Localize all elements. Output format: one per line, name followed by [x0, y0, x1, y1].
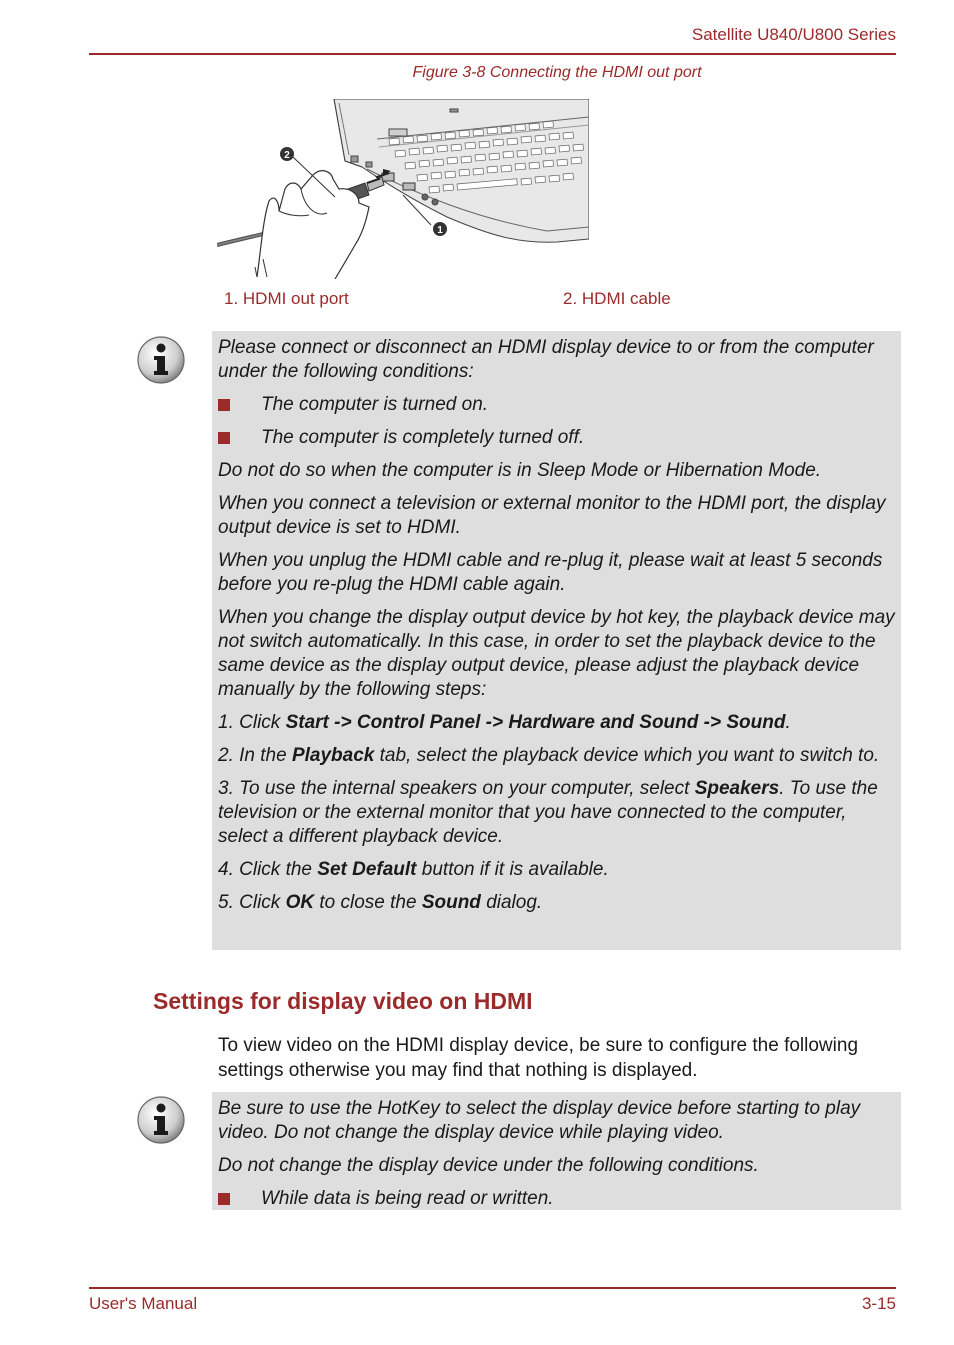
legend-hdmi-cable: 2. HDMI cable — [563, 289, 671, 308]
info-icon — [136, 335, 186, 385]
note-paragraph: When you change the display output device by hot key, the playback device may not switch automatically. In this case, in order to set the playback device to the same device as the display output device, please adjust the playback device manually by the following steps: — [218, 607, 895, 700]
info-icon — [136, 1095, 186, 1145]
step-5: 5. Click OK to close the Sound dialog. — [218, 892, 543, 913]
note-paragraph: Do not do so when the computer is in Sleep Mode or Hibernation Mode. — [218, 460, 822, 481]
note-paragraph: Do not change the display device under the following conditions. — [218, 1155, 759, 1176]
step-2: 2. In the Playback tab, select the playback device which you want to switch to. — [218, 745, 880, 766]
info-note-hotkey — [212, 1092, 901, 1210]
bullet-square-icon — [218, 399, 230, 411]
note-paragraph: When you connect a television or external monitor to the HDMI port, the display output device is set to HDMI. — [218, 493, 886, 538]
note-paragraph: Be sure to use the HotKey to select the display device before starting to play video. Do not change the display device while playing video. — [218, 1098, 861, 1143]
step-3: 3. To use the internal speakers on your computer, select Speakers. To use the television or the external monitor that you have connected to the computer, select a different playback device. — [218, 778, 878, 847]
callout-2: 2 — [284, 150, 290, 161]
step-1: 1. Click Start -> Control Panel -> Hardware and Sound -> Sound. — [218, 712, 791, 733]
section-heading: Settings for display video on HDMI — [153, 988, 533, 1014]
footer-rule — [89, 1287, 896, 1289]
running-header: Satellite U840/U800 Series — [691, 25, 896, 44]
callout-1: 1 — [437, 225, 443, 236]
footer-manual-title: User's Manual — [89, 1294, 198, 1313]
list-item: The computer is completely turned off. — [218, 426, 895, 450]
note-paragraph: When you unplug the HDMI cable and re-plug it, please wait at least 5 seconds before you re-plug the HDMI cable again. — [218, 550, 883, 595]
step-4: 4. Click the Set Default button if it is available. — [218, 859, 609, 880]
page-number: 3-15 — [861, 1294, 896, 1313]
header-rule — [89, 53, 896, 55]
bullet-square-icon — [218, 1193, 230, 1205]
note-paragraph: Please connect or disconnect an HDMI display device to or from the computer under the following conditions: — [218, 337, 874, 382]
info-note-hdmi-connection — [212, 331, 901, 950]
figure-caption: Figure 3-8 Connecting the HDMI out port — [412, 64, 702, 81]
list-item: The computer is turned on. — [218, 393, 895, 417]
section-body-text: To view video on the HDMI display device, be sure to configure the following settings otherwise you may find that nothing is displayed. — [218, 1035, 859, 1081]
hdmi-connection-illustration — [217, 99, 589, 279]
bullet-square-icon — [218, 432, 230, 444]
list-item: While data is being read or written. — [218, 1187, 895, 1211]
legend-hdmi-out-port: 1. HDMI out port — [224, 289, 349, 308]
